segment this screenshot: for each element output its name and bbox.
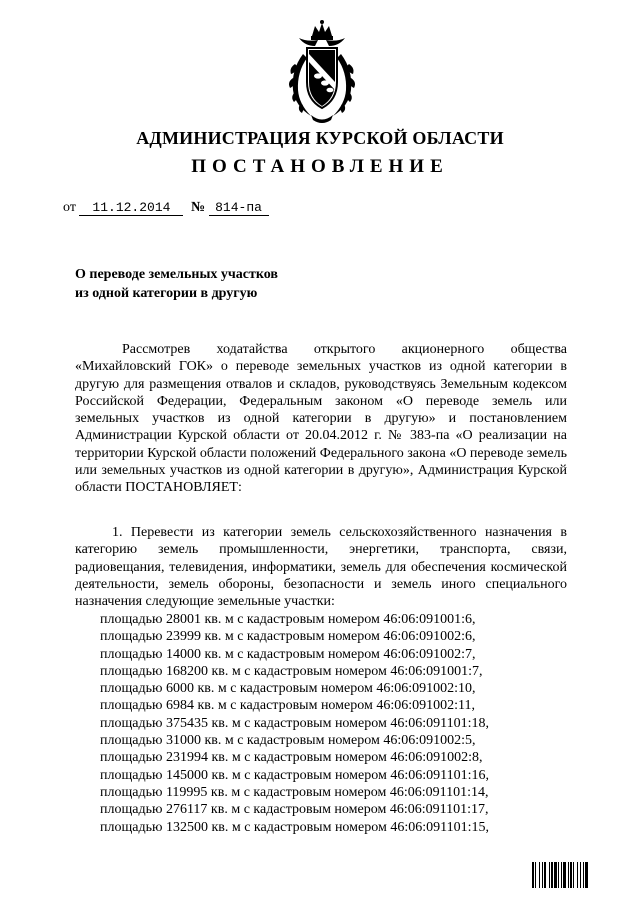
date-prefix: от [63,200,76,215]
clause-1-paragraph: 1. Перевести из категории земель сельскохозяйственного назначения в категорию земель промышленности, энергетики, транспорта, связи, радиовещания, телевидения, информатики, земель для обеспечения космической деятельности, земель обороны, безопасности и земель иного специального назначения следующие земельные участки: [75,525,567,610]
list-item: площадью 168200 кв. м с кадастровым номером 46:06:091001:7, [100,663,483,679]
document-subject [75,265,395,303]
list-item: площадью 6000 кв. м с кадастровым номером 46:06:091002:10, [100,681,476,697]
document-date: 11.12.2014 [79,200,183,216]
list-item: площадью 28001 кв. м с кадастровым номером 46:06:091001:6, [100,612,476,627]
list-item: площадью 132500 кв. м с кадастровым номером 46:06:091101:15, [100,819,489,835]
subject-line-1: О переводе земельных участков [75,267,278,282]
list-item: площадью 14000 кв. м с кадастровым номером 46:06:091002:7, [100,646,476,662]
preamble-paragraph: Рассмотрев ходатайства открытого акционерного общества «Михайловский ГОК» о переводе земельных участков из одной категории в другую для размещения отвалов и складов, руководствуясь Земельным кодексом Российской Федерации, Федеральным законом «О переводе земель или земельных участков из одной категории в другую» и постановлением Администрации Курской области от 20.04.2012 г. № 383-па «О реализации на территории Курской области положений Федерального закона «О переводе земель или земельных участков из одной категории в другую», Администрация Курской области ПОСТАНОВЛЯЕТ: [75,342,567,496]
land-plot-list [100,611,540,836]
list-item: площадью 231994 кв. м с кадастровым номером 46:06:091002:8, [100,750,483,766]
document-type-title: ПОСТАНОВЛЕНИЕ [191,156,449,177]
organization-title: АДМИНИСТРАЦИЯ КУРСКОЙ ОБЛАСТИ [136,128,504,148]
list-item: площадью 375435 кв. м с кадастровым номером 46:06:091101:18, [100,715,489,731]
barcode-icon [532,862,622,888]
document-number: 814-па [209,200,269,216]
date-number-line [63,200,269,216]
subject-line-2: из одной категории в другую [75,286,258,301]
coat-of-arms-icon [285,20,359,126]
number-sign: № [190,200,206,215]
list-item: площадью 276117 кв. м с кадастровым номером 46:06:091101:17, [100,802,489,818]
list-item: площадью 119995 кв. м с кадастровым номером 46:06:091101:14, [100,784,489,800]
list-item: площадью 23999 кв. м с кадастровым номером 46:06:091002:6, [100,629,476,645]
list-item: площадью 145000 кв. м с кадастровым номером 46:06:091101:16, [100,767,489,783]
list-item: площадью 6984 кв. м с кадастровым номером 46:06:091002:11, [100,698,475,714]
list-item: площадью 31000 кв. м с кадастровым номером 46:06:091002:5, [100,733,476,749]
